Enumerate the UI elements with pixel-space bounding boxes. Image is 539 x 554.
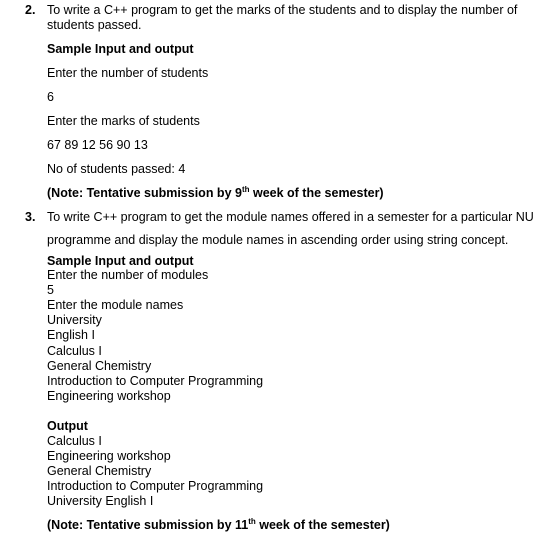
input-module-name: Engineering workshop — [47, 389, 171, 403]
question-2-result: No of students passed: 4 — [47, 162, 186, 176]
input-module-name: Introduction to Computer Programming — [47, 374, 264, 388]
question-2-sample-heading: Sample Input and output — [47, 42, 194, 56]
question-3-prompt-modules: Enter the number of modules — [47, 268, 209, 282]
output-module-name: Calculus I — [47, 434, 102, 448]
question-3-note-start: (Note: Tentative submission by 11 — [47, 518, 249, 532]
input-module-name: Calculus I — [47, 344, 102, 358]
question-3-number: 3. — [25, 210, 36, 224]
question-3-note-superscript: th — [248, 516, 256, 526]
question-2-text-line-1: To write a C++ program to get the marks of the students and to display the number of — [47, 3, 518, 17]
question-3-sample-heading: Sample Input and output — [47, 254, 194, 268]
output-module-name: Introduction to Computer Programming — [47, 479, 264, 493]
question-3-output-heading: Output — [47, 419, 88, 433]
question-2-prompt-marks: Enter the marks of students — [47, 114, 200, 128]
question-2-students-value: 6 — [47, 90, 54, 104]
question-2-note-superscript: th — [241, 184, 250, 194]
question-3-modules-value: 5 — [47, 283, 54, 297]
output-module-name: Engineering workshop — [47, 449, 171, 463]
output-module-name: University English I — [47, 494, 154, 508]
question-2-number: 2. — [25, 3, 36, 17]
input-module-name: University — [47, 313, 102, 327]
question-2-note — [47, 186, 384, 201]
question-3-note — [47, 518, 390, 533]
question-2-marks-value: 67 89 12 56 90 13 — [47, 138, 148, 152]
question-2-text-line-2: students passed. — [47, 18, 142, 32]
question-2-note-end: week of the semester) — [249, 186, 384, 200]
question-3-note-end: week of the semester) — [255, 518, 390, 532]
question-2-note-start: (Note: Tentative submission by 9 — [47, 186, 242, 200]
question-3-prompt-names: Enter the module names — [47, 298, 184, 312]
input-module-name: General Chemistry — [47, 359, 152, 373]
question-3-text-line-2: programme and display the module names in ascending order using string concept. — [47, 233, 509, 247]
input-module-name: English I — [47, 328, 95, 342]
output-module-name: General Chemistry — [47, 464, 152, 478]
question-2-prompt-students: Enter the number of students — [47, 66, 209, 80]
question-3-text-line-1: To write C++ program to get the module names offered in a semester for a particular NU — [47, 210, 534, 224]
